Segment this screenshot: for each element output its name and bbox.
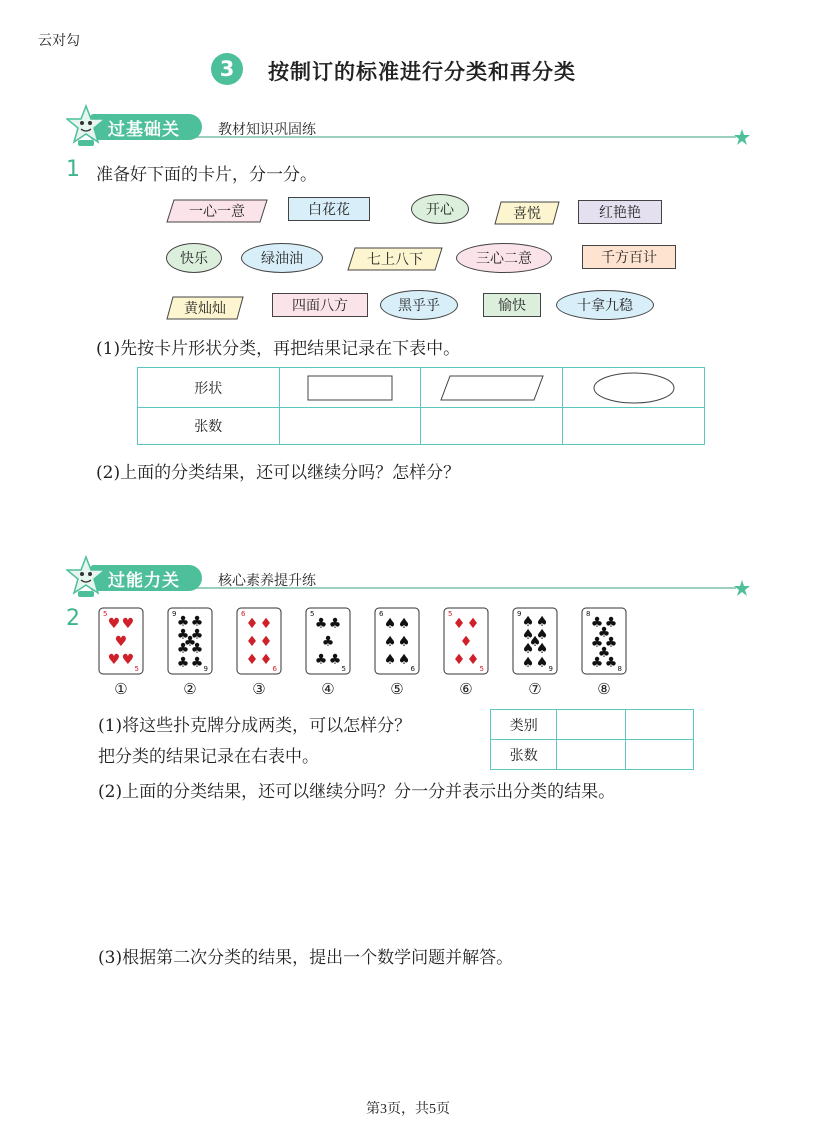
playing-card-4: [305, 607, 351, 675]
end-star-icon: [734, 580, 750, 596]
club-icon: ♣: [328, 616, 342, 632]
table-row-label-shape: 形状: [138, 368, 280, 408]
card-rank: 9: [203, 665, 208, 673]
question-1-prompt: 准备好下面的卡片，分一分。: [96, 165, 317, 185]
question-2-number: 2: [66, 606, 80, 631]
section-ability-header: [66, 563, 750, 599]
club-icon: ♣: [604, 635, 618, 651]
playing-card-label: ⑧: [597, 680, 611, 698]
card-rank: 5: [448, 610, 453, 618]
card-simianbafang: 四面八方: [272, 293, 368, 317]
card-qianfangbaiji: 千方百计: [582, 245, 676, 269]
club-icon: ♣: [190, 655, 204, 671]
lesson-number-badge: [210, 52, 244, 86]
card-hongyanyan: 红艳艳: [578, 200, 662, 224]
parallelogram-shape: [421, 368, 563, 408]
spade-icon: ♠: [521, 655, 535, 671]
card-rank: 5: [341, 665, 346, 673]
question-1-number: 1: [66, 157, 80, 182]
card-xiyue: 喜悦: [494, 201, 560, 225]
card-rank: 8: [617, 665, 622, 673]
club-icon: ♣: [604, 615, 618, 631]
spade-icon: ♠: [535, 627, 549, 643]
card-rank: 6: [379, 610, 384, 618]
category-tally-table: [490, 709, 694, 770]
club-icon: ♣: [176, 655, 190, 671]
oval-shape: [563, 368, 705, 408]
card-yixinyiyi: 一心一意: [166, 199, 268, 223]
question-2-part-2: (2)上面的分类结果，还可以继续分吗？分一分并表示出分类的结果。: [98, 782, 616, 802]
section-badge-label: 过基础关: [108, 120, 180, 140]
card-rank: 8: [586, 610, 591, 618]
playing-card-label: ③: [252, 680, 266, 698]
question-1-part-2: (2)上面的分类结果，还可以继续分吗？怎样分？: [96, 463, 461, 483]
playing-card-label: ⑤: [390, 680, 404, 698]
question-2-part-1-line-2: 把分类的结果记录在右表中。: [98, 747, 319, 767]
spade-icon: ♠: [535, 655, 549, 671]
answer-cell[interactable]: [557, 710, 625, 740]
club-icon: ♣: [183, 634, 197, 650]
playing-card-7: [512, 607, 558, 675]
diamond-icon: ♦: [452, 652, 466, 668]
playing-card-5: [374, 607, 420, 675]
card-baihuahua: 白花花: [288, 197, 370, 221]
diamond-icon: ♦: [259, 634, 273, 650]
lesson-number: 3: [219, 57, 235, 81]
club-icon: ♣: [314, 616, 328, 632]
diamond-icon: ♦: [452, 616, 466, 632]
card-lvyouyou: 绿油油: [241, 243, 323, 273]
club-icon: ♣: [328, 652, 342, 668]
club-icon: ♣: [176, 641, 190, 657]
heart-icon: ♥: [121, 652, 135, 668]
card-huangcancan: 黄灿灿: [166, 296, 244, 320]
diamond-icon: ♦: [245, 634, 259, 650]
section-basic-header: [66, 112, 750, 148]
card-rank: 6: [272, 665, 277, 673]
diamond-icon: ♦: [459, 634, 473, 650]
card-rank: 5: [103, 610, 108, 618]
playing-card-2: [167, 607, 213, 675]
star-mascot-icon: [66, 104, 106, 148]
playing-card-label: ④: [321, 680, 335, 698]
table-row-label-count: 张数: [138, 408, 280, 445]
card-heihuhu: 黑乎乎: [380, 290, 458, 320]
diamond-icon: ♦: [466, 616, 480, 632]
card-yukuai: 愉快: [483, 293, 541, 317]
lesson-title: 按制订的标准进行分类和再分类: [268, 60, 576, 84]
heart-icon: ♥: [114, 634, 128, 650]
answer-cell[interactable]: [421, 408, 563, 445]
section-subtitle: 教材知识巩固练: [218, 122, 316, 138]
question-2-part-3: (3)根据第二次分类的结果，提出一个数学问题并解答。: [98, 948, 514, 968]
section-subtitle: 核心素养提升练: [218, 573, 316, 589]
playing-card-1: [98, 607, 144, 675]
spade-icon: ♠: [383, 634, 397, 650]
club-icon: ♣: [604, 655, 618, 671]
table-row-label-count: 张数: [491, 740, 557, 770]
brand-name: 云对勾: [38, 33, 80, 49]
club-icon: ♣: [597, 645, 611, 661]
diamond-icon: ♦: [259, 652, 273, 668]
table-row-label-category: 类别: [491, 710, 557, 740]
playing-card-label: ⑥: [459, 680, 473, 698]
card-rank: 5: [134, 665, 139, 673]
card-sanxinerui: 三心二意: [456, 243, 552, 273]
heart-icon: ♥: [107, 616, 121, 632]
club-icon: ♣: [314, 652, 328, 668]
card-qishangbaxia: 七上八下: [347, 247, 443, 271]
diamond-icon: ♦: [245, 616, 259, 632]
card-rank: 6: [241, 610, 246, 618]
card-rank: 5: [310, 610, 315, 618]
card-rank: 9: [548, 665, 553, 673]
spade-icon: ♠: [383, 616, 397, 632]
question-1-part-1: (1)先按卡片形状分类，再把结果记录在下表中。: [96, 339, 461, 359]
spade-icon: ♠: [397, 652, 411, 668]
playing-card-3: [236, 607, 282, 675]
card-rank: 5: [479, 665, 484, 673]
diamond-icon: ♦: [466, 652, 480, 668]
shape-tally-table: [137, 367, 705, 445]
page-footer: 第3页，共5页: [366, 1102, 450, 1117]
spade-icon: ♠: [521, 614, 535, 630]
heart-icon: ♥: [121, 616, 135, 632]
heart-icon: ♥: [107, 652, 121, 668]
diamond-icon: ♦: [245, 652, 259, 668]
spade-icon: ♠: [535, 641, 549, 657]
answer-cell[interactable]: [279, 408, 421, 445]
playing-card-label: ①: [114, 680, 128, 698]
spade-icon: ♠: [521, 641, 535, 657]
club-icon: ♣: [190, 614, 204, 630]
club-icon: ♣: [176, 627, 190, 643]
card-rank: 9: [172, 610, 177, 618]
spade-icon: ♠: [521, 627, 535, 643]
spade-icon: ♠: [383, 652, 397, 668]
club-icon: ♣: [590, 615, 604, 631]
spade-icon: ♠: [535, 614, 549, 630]
card-kaixin: 开心: [411, 194, 469, 224]
rectangle-shape: [279, 368, 421, 408]
card-kuaile: 快乐: [166, 243, 222, 273]
answer-cell[interactable]: [563, 408, 705, 445]
answer-cell[interactable]: [557, 740, 625, 770]
playing-card-6: [443, 607, 489, 675]
card-shinajiuwen: 十拿九稳: [556, 290, 654, 320]
spade-icon: ♠: [528, 634, 542, 650]
club-icon: ♣: [321, 634, 335, 650]
playing-card-label: ②: [183, 680, 197, 698]
club-icon: ♣: [597, 625, 611, 641]
club-icon: ♣: [190, 641, 204, 657]
club-icon: ♣: [176, 614, 190, 630]
card-rank: 6: [410, 665, 415, 673]
spade-icon: ♠: [397, 634, 411, 650]
end-star-icon: [734, 129, 750, 145]
spade-icon: ♠: [397, 616, 411, 632]
playing-card-8: [581, 607, 627, 675]
club-icon: ♣: [590, 655, 604, 671]
club-icon: ♣: [590, 635, 604, 651]
answer-cell[interactable]: [625, 740, 693, 770]
star-mascot-icon: [66, 555, 106, 599]
section-badge-label: 过能力关: [108, 571, 180, 591]
diamond-icon: ♦: [259, 616, 273, 632]
question-2-part-1-line-1: (1)将这些扑克牌分成两类，可以怎样分？: [98, 716, 412, 736]
playing-card-label: ⑦: [528, 680, 542, 698]
club-icon: ♣: [190, 627, 204, 643]
answer-cell[interactable]: [625, 710, 693, 740]
card-rank: 9: [517, 610, 522, 618]
